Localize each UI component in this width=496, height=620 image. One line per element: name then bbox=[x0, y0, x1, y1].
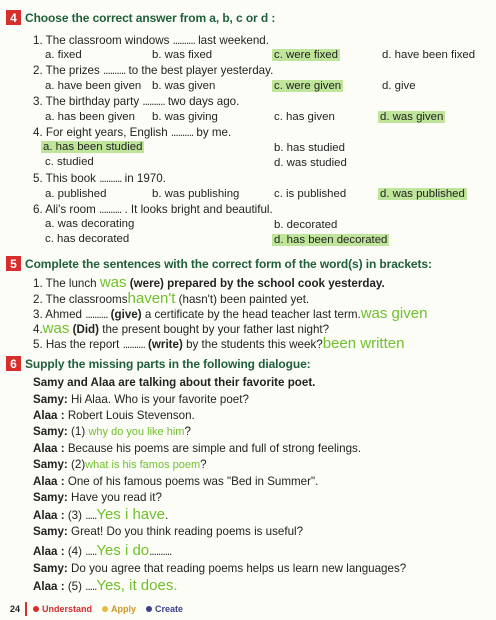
page-number: 24 bbox=[10, 604, 21, 614]
dialogue-line: Samy: Do you agree that reading poems helps us learn new languages? bbox=[33, 562, 407, 575]
option[interactable]: b. decorated bbox=[274, 219, 338, 231]
page-footer bbox=[0, 598, 496, 620]
option[interactable]: a. have been given bbox=[45, 80, 142, 92]
dialogue-intro: Samy and Alaa are talking about their favorite poet. bbox=[33, 376, 316, 389]
question-stem: 1. The classroom windows .......... last weekend. bbox=[33, 34, 269, 47]
answer-text[interactable]: was bbox=[99, 274, 127, 291]
section-number: 6 bbox=[6, 356, 21, 371]
answer-text[interactable]: haven't bbox=[127, 290, 176, 307]
option-selected[interactable]: a. has been studied bbox=[43, 141, 143, 153]
section-title: Choose the correct answer from a, b, c or d : bbox=[25, 10, 276, 25]
option[interactable]: b. was giving bbox=[152, 111, 218, 123]
dialogue-line: Alaa : (4) .....Yes i do.......... bbox=[33, 542, 173, 559]
answer-text[interactable]: Yes i do bbox=[96, 542, 150, 559]
option[interactable]: a. was decorating bbox=[45, 218, 135, 230]
sentence: 4.was (Did) the present bought by your father last night? bbox=[33, 320, 330, 337]
dialogue-line: Alaa : (3) .....Yes i have. bbox=[33, 506, 169, 523]
section-5-header bbox=[6, 256, 432, 271]
footer-divider bbox=[25, 602, 27, 616]
answer-text[interactable]: Yes i have bbox=[96, 506, 165, 523]
dialogue-line: Alaa : One of his famous poems was "Bed in Summer". bbox=[33, 475, 319, 488]
dialogue-line: Samy: Great! Do you think reading poems is useful? bbox=[33, 525, 304, 538]
question-stem: 3. The birthday party .......... two days ago. bbox=[33, 95, 240, 108]
dialogue-line: Alaa : Because his poems are simple and full of strong feelings. bbox=[33, 442, 362, 455]
option-selected[interactable]: d. has been decorated bbox=[274, 234, 388, 246]
option[interactable]: d. give bbox=[382, 80, 416, 92]
dialogue-line: Samy: (2)what is his famos poem? bbox=[33, 458, 207, 471]
section-title: Complete the sentences with the correct form of the word(s) in brackets: bbox=[25, 256, 432, 271]
option[interactable]: b. was given bbox=[152, 80, 216, 92]
option-selected[interactable]: c. were given bbox=[274, 80, 342, 92]
option[interactable]: b. has studied bbox=[274, 142, 345, 154]
dialogue-line: Samy: (1) why do you like him? bbox=[33, 425, 191, 438]
dialogue-line: Samy: Hi Alaa. Who is your favorite poet? bbox=[33, 393, 249, 406]
dialogue-line: Alaa : (5) .....Yes, it does. bbox=[33, 577, 178, 594]
question-stem: 4. For eight years, English .......... by me. bbox=[33, 126, 232, 139]
option[interactable]: a. has been given bbox=[45, 111, 135, 123]
section-number: 4 bbox=[6, 10, 21, 25]
question-stem: 2. The prizes .......... to the best player yesterday. bbox=[33, 64, 274, 77]
option[interactable]: a. published bbox=[45, 188, 107, 200]
answer-text[interactable]: was given bbox=[360, 305, 428, 322]
question-stem: 5. This book .......... in 1970. bbox=[33, 172, 166, 185]
option-selected[interactable]: d. was published bbox=[380, 188, 465, 200]
option[interactable]: c. is published bbox=[274, 188, 347, 200]
legend-create: Create bbox=[146, 604, 183, 614]
sentence: 1. The lunch was (were) prepared by the school cook yesterday. bbox=[33, 274, 385, 291]
legend-dot-icon bbox=[146, 606, 152, 612]
option[interactable]: b. was fixed bbox=[152, 49, 213, 61]
answer-text[interactable]: why do you like him bbox=[88, 426, 185, 438]
option[interactable]: c. studied bbox=[45, 156, 94, 168]
option[interactable]: d. was studied bbox=[274, 157, 347, 169]
section-6-header bbox=[6, 356, 311, 371]
legend-dot-icon bbox=[102, 606, 108, 612]
legend-understand: Understand bbox=[33, 604, 92, 614]
sentence: 3. Ahmed .......... (give) a certificate by the head teacher last term.was given bbox=[33, 305, 428, 322]
option-selected[interactable]: c. were fixed bbox=[274, 49, 338, 61]
answer-text[interactable]: Yes, it does. bbox=[96, 577, 178, 594]
section-4-header bbox=[6, 10, 275, 25]
option-selected[interactable]: d. was given bbox=[380, 111, 444, 123]
dialogue-line: Alaa : Robert Louis Stevenson. bbox=[33, 409, 195, 422]
sentence: 2. The classroomshaven't (hasn't) been painted yet. bbox=[33, 290, 310, 307]
section-number: 5 bbox=[6, 256, 21, 271]
legend-dot-icon bbox=[33, 606, 39, 612]
option[interactable]: a. fixed bbox=[45, 49, 82, 61]
answer-text[interactable]: was bbox=[42, 320, 70, 337]
section-title: Supply the missing parts in the following dialogue: bbox=[25, 356, 311, 371]
option[interactable]: c. has given bbox=[274, 111, 335, 123]
option[interactable]: b. was publishing bbox=[152, 188, 240, 200]
question-stem: 6. Ali's room .......... . It looks bright and beautiful. bbox=[33, 203, 273, 216]
legend-apply: Apply bbox=[102, 604, 136, 614]
answer-text[interactable]: what is his famos poem bbox=[85, 459, 201, 471]
sentence: 5. Has the report .......... (write) by the students this week?been written bbox=[33, 335, 405, 352]
option[interactable]: c. has decorated bbox=[45, 233, 130, 245]
dialogue-line: Samy: Have you read it? bbox=[33, 491, 162, 504]
option[interactable]: d. have been fixed bbox=[382, 49, 476, 61]
answer-text[interactable]: been written bbox=[322, 335, 405, 352]
